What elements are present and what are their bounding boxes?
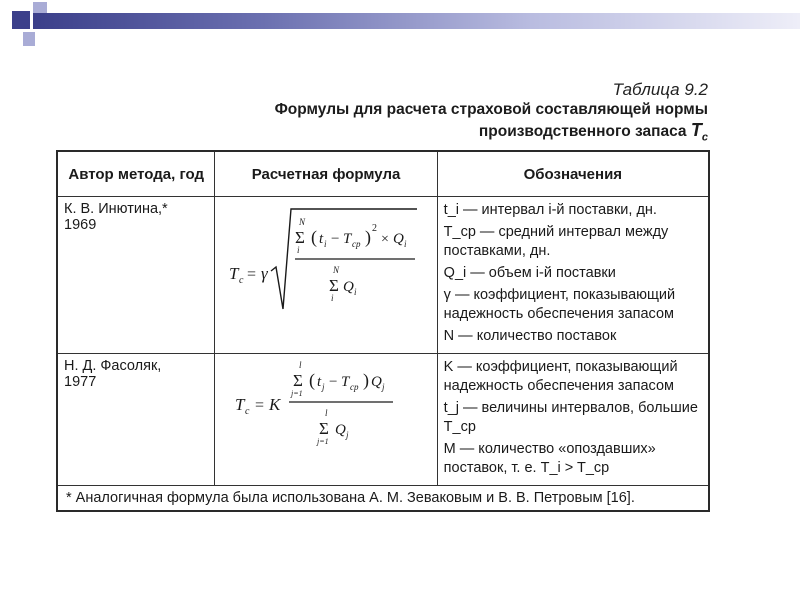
svg-text:N: N [333,265,340,275]
svg-text:Q: Q [393,231,405,247]
svg-text:Q: Q [343,279,355,295]
formula-fasolyak [221,358,421,468]
svg-text:l: l [325,408,328,418]
definition-item: γ — коэффициент, показывающий надежность обеспечения запасом [443,287,676,322]
svg-text:Σ: Σ [295,228,306,247]
table-title-line2: производственного запаса $T_c$ [478,120,708,144]
formula-cell [215,197,437,354]
svg-text:j=1: j=1 [291,389,303,398]
svg-text:Σ: Σ [329,276,340,295]
definition-item: T_ср — средний интервал между поставками, дн. [443,224,669,259]
svg-text:=: = [255,397,265,414]
svg-text:Σ: Σ [293,371,304,390]
header-formula: Расчетная формула [215,151,437,197]
author-year: 1977 [64,374,97,390]
author-year: 1969 [64,217,97,233]
footnote-row [57,486,709,512]
svg-text:−: − [331,231,340,247]
svg-text:T: T [229,264,239,283]
table-row [57,197,709,354]
author-cell [57,197,215,354]
deco-square [23,32,35,46]
author-name: Н. Д. Фасоляк, [64,358,162,374]
svg-text:Σ: Σ [319,419,330,438]
svg-text:(: ( [311,227,318,247]
svg-text:T: T [343,231,352,247]
definition-item: M — количество «опоздавших» поставок, т. е. T_i > T_ср [443,441,656,476]
header-author: Автор метода, год [57,151,215,197]
svg-text:×: × [381,232,390,247]
definition-item: t_i — интервал i-й поставки, дн. [443,202,657,218]
table-number: Таблица 9.2 [612,80,708,99]
svg-text:i: i [297,245,300,255]
svg-text:j=1: j=1 [317,437,329,446]
svg-text:K: K [269,395,281,414]
svg-text:j: j [322,382,325,392]
svg-text:T: T [341,374,350,390]
header-gradient-bar [33,13,800,29]
author-cell [57,354,215,486]
svg-text:l: l [299,360,302,370]
svg-text:j: j [346,430,349,440]
footnote: * Аналогичная формула была использована А. М. Зеваковым и В. В. Петровым [16]. [57,486,709,512]
svg-text:i: i [331,293,334,303]
author-name: К. В. Инютина,* [64,201,168,217]
definition-item: K — коэффициент, показывающий надежность обеспечения запасом [443,359,678,394]
definition-item: t_j — величины интервалов, большие T_ср [443,400,698,435]
svg-text:Q: Q [371,374,383,390]
svg-text:i: i [354,287,357,297]
svg-text:2: 2 [372,223,378,234]
notation-cell [437,197,709,354]
table-caption [275,80,708,148]
deco-square [12,11,30,29]
svg-text:t: t [319,231,324,247]
svg-text:ср: ср [350,382,359,392]
table-header-row [57,151,709,197]
table-title-line1: Формулы для расчета страховой составляющей нормы [274,101,708,118]
svg-text:i: i [404,239,407,249]
svg-text:−: − [329,374,338,390]
table-row [57,354,709,486]
definition-item: Q_i — объем i-й поставки [443,265,616,281]
formula-inyutina [221,201,421,341]
svg-text:c: c [239,275,244,286]
svg-text:Q: Q [335,422,347,438]
formula-cell [215,354,437,486]
svg-text:j: j [382,382,385,392]
svg-text:=: = [247,266,257,283]
svg-text:c: c [245,406,250,417]
svg-text:γ: γ [261,264,269,283]
svg-text:): ) [365,227,372,247]
formulas-table [56,150,710,512]
svg-text:i: i [324,239,327,249]
svg-text:ср: ср [352,239,361,249]
svg-text:(: ( [309,370,316,390]
svg-text:T: T [235,395,245,414]
svg-text:): ) [363,370,370,390]
svg-text:t: t [317,374,322,390]
notation-cell [437,354,709,486]
svg-text:N: N [299,217,306,227]
definition-item: N — количество поставок [443,328,617,344]
header-notation: Обозначения [437,151,709,197]
